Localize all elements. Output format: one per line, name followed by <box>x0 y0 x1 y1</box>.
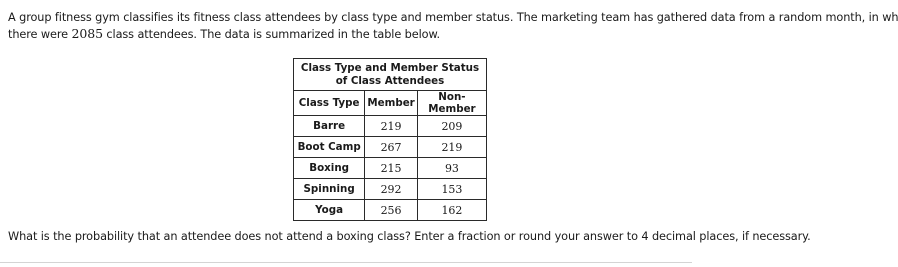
header-class-type: Class Type <box>294 91 365 116</box>
non-member-count-cell: 209 <box>417 116 486 137</box>
class-type-cell: Barre <box>294 116 365 137</box>
class-type-cell: Boxing <box>294 158 365 179</box>
table-row <box>294 137 487 158</box>
non-member-count-cell: 219 <box>417 137 486 158</box>
divider <box>0 262 692 263</box>
total-attendees-value: 2085 <box>71 26 103 41</box>
table-row <box>294 179 487 200</box>
member-count-cell: 215 <box>365 158 418 179</box>
header-non-member: Non-Member <box>417 91 486 116</box>
member-count-cell: 292 <box>365 179 418 200</box>
question-text: What is the probability that an attendee does not attend a boxing class? Enter a fraction or round your answer to 4 decimal places, if necessary. <box>8 230 811 243</box>
non-member-count-cell: 93 <box>417 158 486 179</box>
member-count-cell: 267 <box>365 137 418 158</box>
table-row <box>294 116 487 137</box>
intro-line-2 <box>8 26 692 43</box>
table-row <box>294 200 487 221</box>
intro-text-after-total: class attendees. The data is summarized in the table below. <box>102 28 441 41</box>
class-type-cell: Boot Camp <box>294 137 365 158</box>
class-type-cell: Yoga <box>294 200 365 221</box>
non-member-count-cell: 153 <box>417 179 486 200</box>
intro-line-1: A group fitness gym classifies its fitness class attendees by class type and member status. The marketing team has gathered data from a random month, in wh <box>8 11 898 24</box>
problem-intro <box>8 10 898 43</box>
intro-text-before-total: there were <box>8 28 72 41</box>
attendees-table-container <box>293 58 487 221</box>
member-count-cell: 256 <box>365 200 418 221</box>
non-member-count-cell: 162 <box>417 200 486 221</box>
class-type-cell: Spinning <box>294 179 365 200</box>
table-caption: Class Type and Member Status of Class Attendees <box>294 59 487 91</box>
header-member: Member <box>365 91 418 116</box>
table-row <box>294 158 487 179</box>
member-count-cell: 219 <box>365 116 418 137</box>
attendees-table <box>293 58 487 221</box>
